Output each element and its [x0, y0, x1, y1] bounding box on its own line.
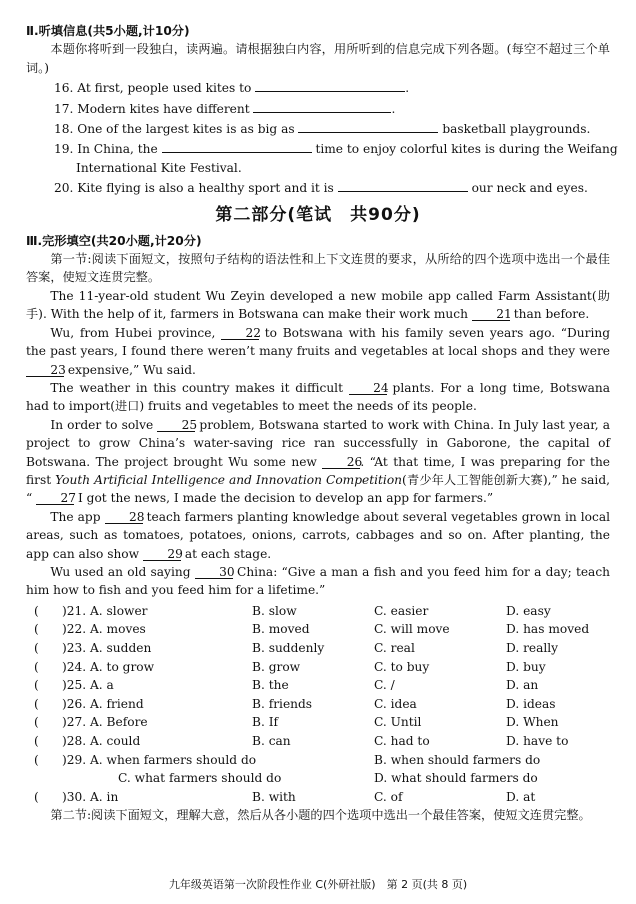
option-c[interactable]: C. idea	[374, 696, 417, 711]
answer-paren[interactable]: (	[34, 603, 39, 618]
blank-28[interactable]: 28	[105, 509, 143, 524]
question-17: 17. Modern kites have different .	[54, 98, 610, 118]
option-b[interactable]: B. If	[252, 715, 279, 730]
answer-paren[interactable]: (	[34, 640, 39, 655]
option-d[interactable]: D. When	[506, 715, 559, 730]
competition-name: Youth Artificial Intelligence and Innovation Competition	[55, 472, 403, 487]
answer-paren[interactable]: (	[34, 659, 39, 674]
blank-24[interactable]: 24	[349, 380, 387, 395]
blank-30[interactable]: 30	[195, 564, 233, 579]
blank-29[interactable]: 29	[143, 546, 181, 561]
options-list	[26, 602, 610, 807]
option-d[interactable]: D. has moved	[506, 622, 590, 637]
option-row-26	[26, 695, 610, 714]
option-d[interactable]: D. have to	[506, 733, 569, 748]
question-16: 16. At first, people used kites to .	[54, 77, 610, 97]
option-number: )22.	[62, 622, 87, 637]
option-number: )28.	[62, 733, 87, 748]
option-b[interactable]: B. friends	[252, 696, 313, 711]
option-a[interactable]: A. when farmers should do	[90, 752, 257, 767]
cloze-section2-instructions: 第二节:阅读下面短文，理解大意，然后从各小题的四个选项中选出一个最佳答案，使短文连贯完整。	[50, 808, 591, 823]
answer-paren[interactable]: (	[34, 733, 39, 748]
option-c[interactable]: C. had to	[374, 733, 430, 748]
option-d[interactable]: D. what should farmers do	[374, 771, 538, 786]
cloze-paragraph-3: The weather in this country makes it difficult 24 plants. For a long time, Botswana had to import(进口) fruits and vegetables to meet the needs of its people.	[26, 380, 611, 414]
option-c[interactable]: C. what farmers should do	[118, 771, 282, 786]
page-footer: 九年级英语第一次阶段性作业 C(外研社版) 第 2 页(共 8 页)	[168, 878, 468, 891]
option-row-27	[26, 713, 610, 732]
question-18: 18. One of the largest kites is as big as basketball playgrounds.	[54, 118, 610, 138]
blank-25[interactable]: 25	[157, 417, 195, 432]
option-c[interactable]: C. will move	[374, 622, 450, 637]
option-b[interactable]: B. the	[252, 678, 289, 693]
option-number: )29.	[62, 752, 87, 767]
option-row-28	[26, 732, 610, 751]
option-a[interactable]: A. to grow	[90, 659, 155, 674]
cloze-paragraph-4: In order to solve 25 problem, Botswana started to work with China. In July last year, a project to grow China’s water-saving rice ran successfully in Gaborone, the capital of Botswana. The project brought Wu some new 26. “At that time, I was preparing for the first Youth Artificial Intelligence and Innovation Competition(青少年人工智能创新大赛),” he said, “ 27 I got the news, I made the decision to develop an app for farmers.”	[26, 417, 611, 506]
option-row-29	[26, 751, 610, 770]
answer-blank[interactable]	[162, 138, 312, 153]
option-c[interactable]: C. to buy	[374, 659, 430, 674]
answer-blank[interactable]	[253, 98, 391, 113]
answer-paren[interactable]: (	[34, 622, 39, 637]
option-row-23	[26, 639, 610, 658]
option-c[interactable]: C. Until	[374, 715, 422, 730]
option-b[interactable]: B. moved	[252, 622, 310, 637]
option-a[interactable]: A. Before	[90, 715, 148, 730]
answer-paren[interactable]: (	[34, 752, 39, 767]
blank-26[interactable]: 26	[322, 454, 360, 469]
option-a[interactable]: A. could	[90, 733, 141, 748]
blank-27[interactable]: 27	[36, 490, 74, 505]
option-b[interactable]: B. suddenly	[252, 640, 325, 655]
option-a[interactable]: A. moves	[90, 622, 146, 637]
option-a[interactable]: A. a	[90, 678, 114, 693]
option-d[interactable]: D. really	[506, 640, 559, 655]
cloze-paragraph-2: Wu, from Hubei province, 22 to Botswana with his family seven years ago. “During the past years, I found there weren’t many fruits and vegetables at local shops and they were 23 expensive,” Wu said.	[26, 325, 611, 377]
option-number: )23.	[62, 640, 87, 655]
option-number: )25.	[62, 678, 87, 693]
blank-21[interactable]: 21	[472, 306, 510, 321]
answer-blank[interactable]	[298, 118, 438, 133]
option-number: )27.	[62, 715, 87, 730]
option-d[interactable]: D. an	[506, 678, 539, 693]
answer-blank[interactable]	[255, 77, 405, 92]
listening-instructions: 本题你将听到一段独白，读两遍。请根据独白内容，用所听到的信息完成下列各题。(每空不超过三个单词。)	[26, 42, 610, 75]
answer-paren[interactable]: (	[34, 715, 39, 730]
option-row-25	[26, 676, 610, 695]
option-number: )21.	[62, 603, 87, 618]
part-two-title: 第二部分(笔试 共90分)	[215, 204, 421, 225]
option-c[interactable]: C. /	[374, 678, 395, 693]
option-d[interactable]: D. buy	[506, 659, 546, 674]
option-a[interactable]: A. slower	[90, 603, 148, 618]
cloze-paragraph-6: Wu used an old saying 30 China: “Give a man a fish and you feed him for a day; teach him how to fish and you feed him for a lifetime.”	[26, 564, 611, 598]
question-19: 19. In China, the time to enjoy colorful kites is during the Weifang	[54, 138, 610, 158]
cloze-paragraph-5: The app 28 teach farmers planting knowledge about several vegetables grown in local areas, such as tomatoes, potatoes, onions, carrots, cabbages and so on. After planting, the app can also show 29 at each stage.	[26, 509, 611, 561]
listening-heading: Ⅱ.听填信息(共5小题,计10分)	[26, 24, 190, 38]
option-b[interactable]: B. with	[252, 789, 296, 804]
option-c[interactable]: C. real	[374, 640, 415, 655]
answer-paren[interactable]: (	[34, 696, 39, 711]
question-20: 20. Kite flying is also a healthy sport and it is our neck and eyes.	[54, 177, 610, 197]
option-b[interactable]: B. can	[252, 733, 291, 748]
blank-23[interactable]: 23	[26, 362, 64, 377]
option-row-29-cont	[26, 769, 610, 788]
cloze-section1-instructions: 第一节:阅读下面短文，按照句子结构的语法性和上下文连贯的要求，从所给的四个选项中选出一个最佳答案，使短文连贯完整。	[26, 252, 610, 285]
blank-22[interactable]: 22	[221, 325, 259, 340]
question-text: 20. Kite flying is also a healthy sport and it is	[54, 181, 334, 196]
option-row-22	[26, 620, 610, 639]
option-number: )30.	[62, 789, 87, 804]
cloze-paragraph-1: The 11-year-old student Wu Zeyin developed a new mobile app called Farm Assistant(助手). With the help of it, farmers in Botswana can make their work much 21 than before.	[26, 288, 610, 322]
option-number: )26.	[62, 696, 87, 711]
cloze-heading: Ⅲ.完形填空(共20小题,计20分)	[26, 233, 202, 248]
option-row-21	[26, 602, 610, 621]
question-text: 19. In China, the	[54, 142, 158, 157]
question-text: 16. At first, people used kites to	[54, 81, 252, 96]
option-a[interactable]: A. in	[90, 789, 119, 804]
option-number: )24.	[62, 659, 87, 674]
option-a[interactable]: A. friend	[90, 696, 144, 711]
option-row-30	[26, 788, 610, 807]
answer-paren[interactable]: (	[34, 678, 39, 693]
option-d[interactable]: D. ideas	[506, 696, 556, 711]
option-b[interactable]: B. when should farmers do	[374, 752, 541, 767]
option-d[interactable]: D. at	[506, 789, 536, 804]
answer-paren[interactable]: (	[34, 789, 39, 804]
question-text: 18. One of the largest kites is as big as	[54, 122, 295, 137]
question-19-continued: International Kite Festival.	[76, 160, 242, 175]
option-c[interactable]: C. of	[374, 789, 403, 804]
answer-blank[interactable]	[338, 177, 468, 192]
option-row-24	[26, 658, 610, 677]
option-b[interactable]: B. slow	[252, 603, 297, 618]
question-text: 17. Modern kites have different	[54, 101, 250, 116]
option-c[interactable]: C. easier	[374, 603, 429, 618]
option-a[interactable]: A. sudden	[90, 640, 152, 655]
option-b[interactable]: B. grow	[252, 659, 301, 674]
option-d[interactable]: D. easy	[506, 603, 551, 618]
